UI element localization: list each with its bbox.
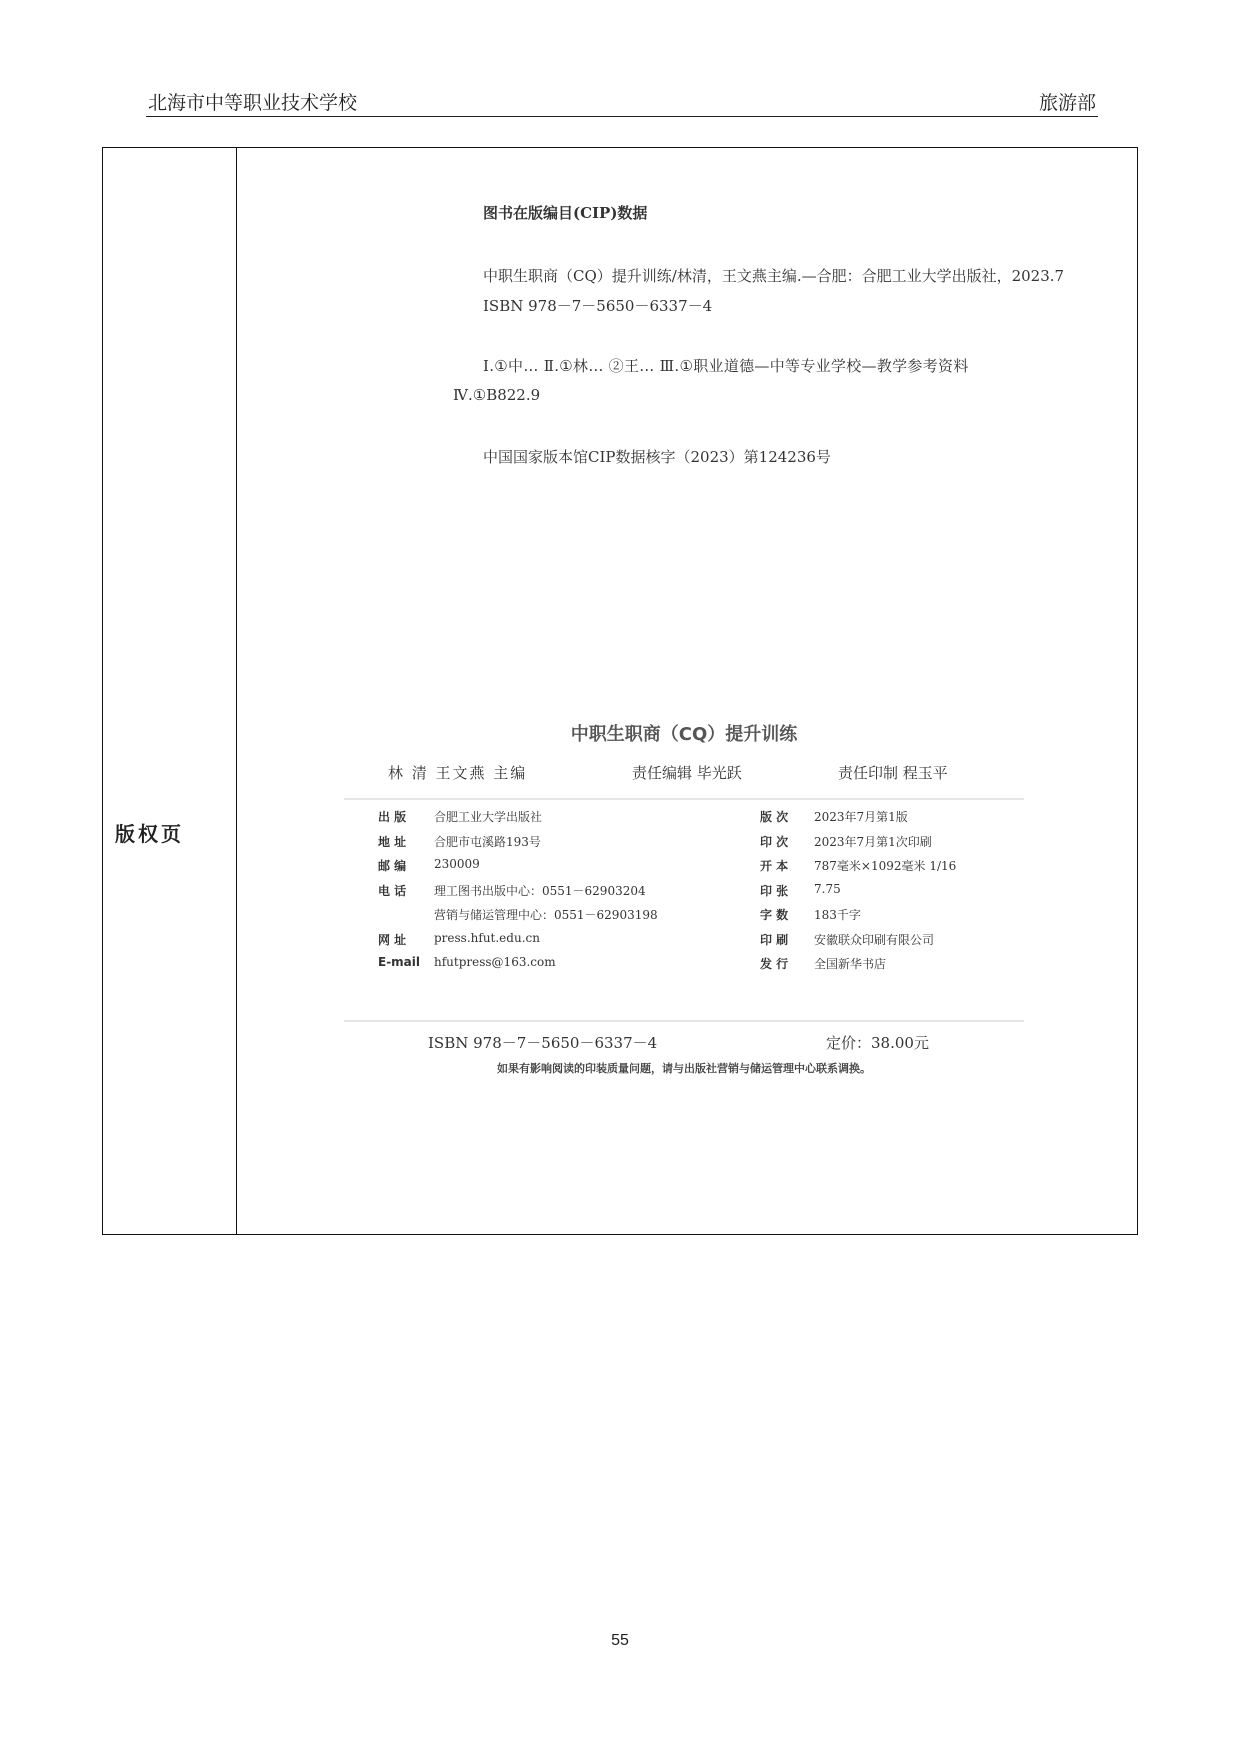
cip-line: Ⅳ.①B822.9 xyxy=(453,386,541,404)
row-label: 邮 编 xyxy=(378,859,407,873)
imprint-row xyxy=(344,808,1024,833)
row-label: 电 话 xyxy=(378,883,407,898)
row-label: 出 版 xyxy=(378,810,407,824)
imprint-row xyxy=(344,882,1024,907)
column-divider xyxy=(236,148,237,1234)
page-number: 55 xyxy=(611,1632,629,1649)
row-value: press.hfut.edu.cn xyxy=(434,930,540,945)
row-value: 理工图书出版中心：0551－62903204 xyxy=(434,883,646,898)
row-value: 2023年7月第1版 xyxy=(814,810,908,824)
row-value: 7.75 xyxy=(814,881,841,896)
divider xyxy=(344,1020,1024,1022)
imprint-row xyxy=(344,955,1024,980)
row-label: 地 址 xyxy=(378,834,407,849)
row-label: 字 数 xyxy=(760,908,789,922)
price: 定价：38.00元 xyxy=(826,1034,929,1052)
cip-line: 中职生职商（CQ）提升训练/林清，王文燕主编.—合肥：合肥工业大学出版社，2023.7 xyxy=(483,267,1065,285)
responsible-editor: 责任编辑 毕光跃 xyxy=(632,764,742,782)
row-value: 230009 xyxy=(434,857,480,871)
row-label: 版 次 xyxy=(760,810,789,824)
imprint-row xyxy=(344,857,1024,882)
row-value: hfutpress@163.com xyxy=(434,955,556,969)
school-name: 北海市中等职业技术学校 xyxy=(148,92,358,114)
editors: 林 清 王文燕 主编 xyxy=(388,764,528,782)
row-label: E-mail xyxy=(378,955,421,969)
imprint-row xyxy=(344,906,1024,931)
isbn: ISBN 978－7－5650－6337－4 xyxy=(428,1034,658,1052)
row-value: 787毫米×1092毫米 1/16 xyxy=(814,859,957,873)
cip-line: 中国国家版本馆CIP数据核字（2023）第124236号 xyxy=(483,448,831,466)
divider xyxy=(344,798,1024,800)
row-label: 印 刷 xyxy=(760,932,789,947)
cip-line: Ⅰ.①中… Ⅱ.①林… ②王… Ⅲ.①职业道德—中等专业学校—教学参考资料 xyxy=(483,357,969,375)
row-value: 2023年7月第1次印刷 xyxy=(814,834,932,849)
cip-title: 图书在版编目(CIP)数据 xyxy=(483,204,648,222)
imprint-row xyxy=(344,931,1024,956)
row-label: 开 本 xyxy=(760,859,789,873)
row-value: 全国新华书店 xyxy=(814,957,887,971)
row-label: 发 行 xyxy=(760,957,789,971)
row-value: 183千字 xyxy=(814,908,861,922)
row-value: 营销与储运管理中心：0551－62903198 xyxy=(434,908,658,922)
row-label: 网 址 xyxy=(378,932,407,947)
row-value: 安徽联众印刷有限公司 xyxy=(814,932,935,947)
quality-notice: 如果有影响阅读的印装质量问题，请与出版社营销与储运管理中心联系调换。 xyxy=(497,1062,871,1075)
cip-isbn: ISBN 978－7－5650－6337－4 xyxy=(483,297,713,315)
book-title: 中职生职商（CQ）提升训练 xyxy=(570,724,798,745)
row-label: 印 次 xyxy=(760,834,789,849)
row-value: 合肥工业大学出版社 xyxy=(434,810,543,824)
imprint-row xyxy=(344,833,1024,858)
print-supervisor: 责任印制 程玉平 xyxy=(838,764,948,782)
row-value: 合肥市屯溪路193号 xyxy=(434,834,541,849)
imprint-rows xyxy=(344,808,1024,980)
page-header xyxy=(146,86,1098,117)
row-label: 印 张 xyxy=(760,883,789,898)
department-name: 旅游部 xyxy=(1038,92,1096,114)
row-label: 版权页 xyxy=(115,822,184,846)
